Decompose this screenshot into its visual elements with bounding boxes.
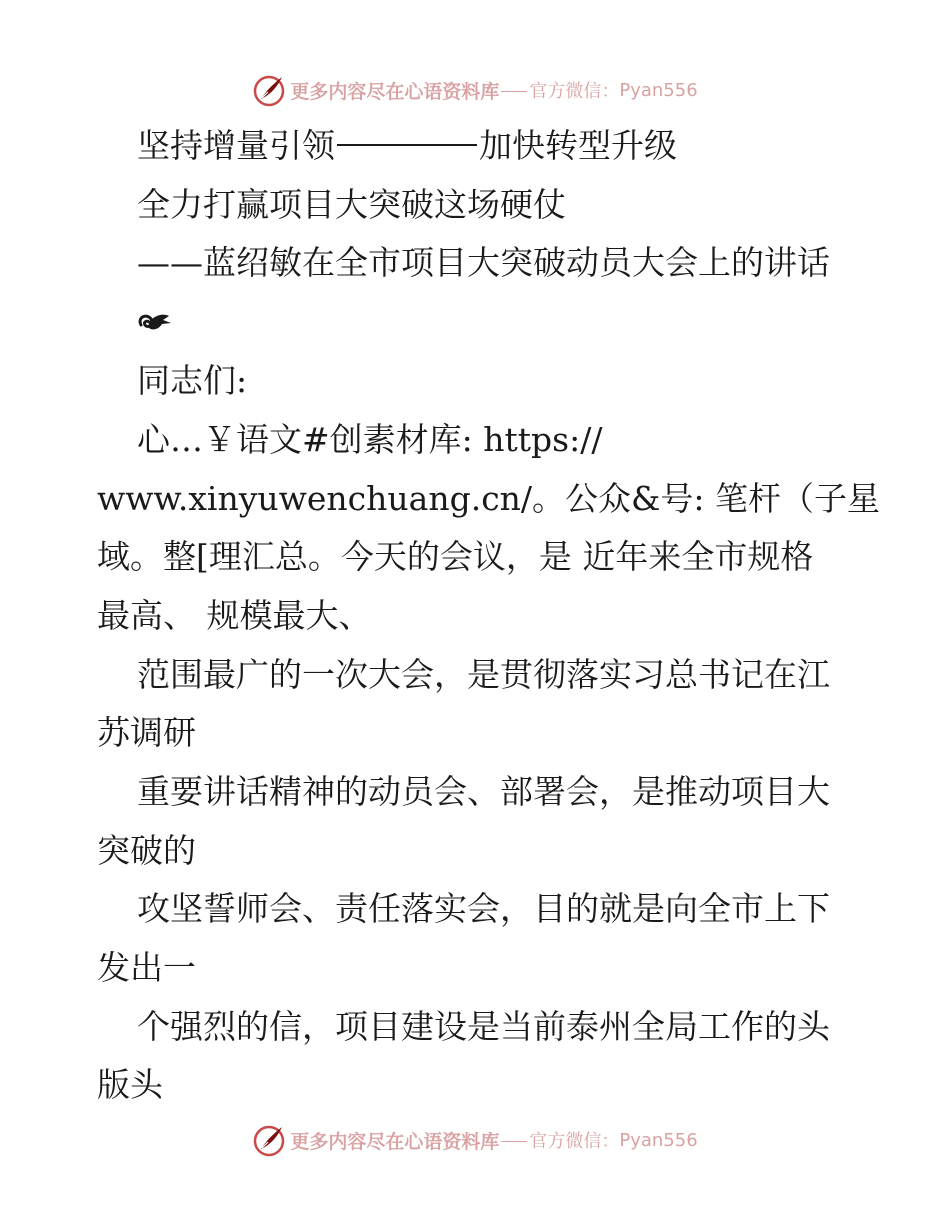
title-line-2: 全力打赢项目大突破这场硬仗 (137, 185, 566, 224)
body-line-7: 重要讲话精神的动员会、部署会，是推动项目大 (137, 772, 830, 811)
wechat-id: Pyan556 (619, 79, 698, 101)
body-line-4: 最高、 规模最大、 (97, 596, 372, 635)
title-line-1 (137, 126, 677, 166)
body-line-2: www.xinyuwenchuang.cn/。公众&号: 笔杆（子星 (97, 479, 881, 518)
wechat-label: 官方微信： (529, 1131, 620, 1152)
ornament-icon (135, 307, 175, 337)
subtitle-line: ——蓝绍敏在全市项目大突破动员大会上的讲话 (137, 243, 830, 282)
body-line-5: 范围最广的一次大会，是贯彻落实习总书记在江 (137, 655, 830, 694)
quill-logo-icon (252, 1123, 286, 1157)
banner-separator (501, 1141, 527, 1142)
body-line-10: 发出一 (97, 948, 196, 987)
footer-banner (0, 1120, 950, 1160)
title-line-1-left: 坚持增量引领 (137, 126, 335, 165)
greeting: 同志们: (137, 361, 248, 400)
body-line-1: 心…￥语文#创素材库: https:// (137, 420, 603, 459)
body-line-6: 苏调研 (97, 713, 196, 752)
title-line-1-right: 加快转型升级 (479, 126, 677, 165)
quill-logo-icon (252, 73, 286, 107)
title-dash-rule (337, 144, 477, 146)
body-line-3: 域。整[理汇总。今天的会议，是 近年来全市规格 (97, 537, 814, 576)
body-line-12: 版头 (97, 1065, 163, 1104)
banner-separator (501, 91, 527, 92)
site-name-text: 更多内容尽在心语资料库 (290, 80, 500, 103)
wechat-id: Pyan556 (619, 1129, 698, 1151)
body-line-8: 突破的 (97, 831, 196, 870)
site-name-text: 更多内容尽在心语资料库 (290, 1130, 500, 1153)
body-line-11: 个强烈的信，项目建设是当前泰州全局工作的头 (137, 1007, 830, 1046)
header-banner (0, 70, 950, 110)
body-line-9: 攻坚誓师会、责任落实会，目的就是向全市上下 (137, 889, 830, 928)
wechat-label: 官方微信： (529, 81, 620, 102)
